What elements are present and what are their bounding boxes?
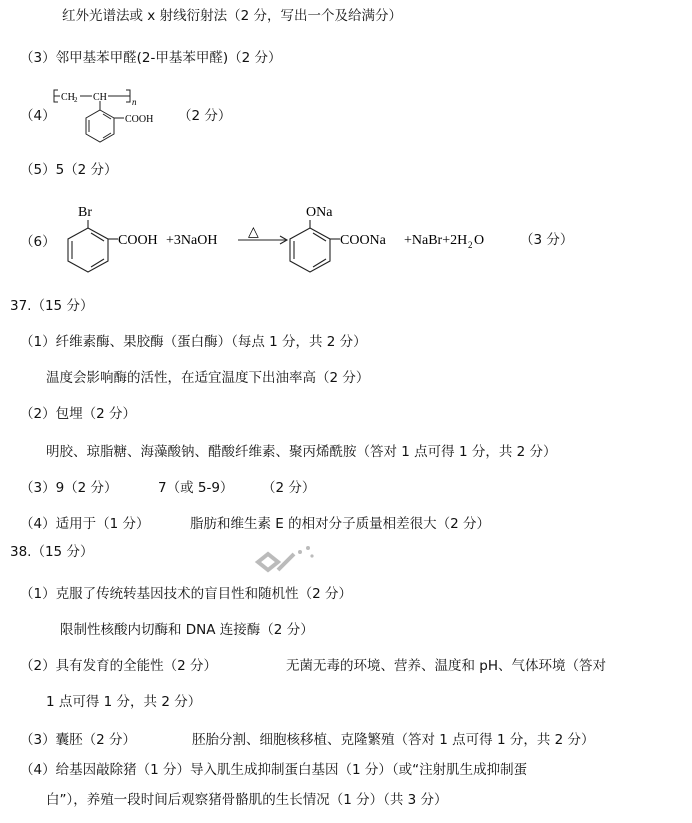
polymer-ch-label: CH xyxy=(93,92,107,103)
byproducts-part2: O xyxy=(474,233,485,248)
line-q38-1-cont: 限制性核酸内切酶和 DNA 连接酶（2 分） xyxy=(60,622,314,638)
line-q37-4a: （4）适用于（1 分） xyxy=(20,516,150,532)
line-q4-score: （2 分） xyxy=(178,108,232,124)
heading-q37: 37.（15 分） xyxy=(10,298,94,314)
line-q37-4b: 脂肪和维生素 E 的相对分子质量相差很大（2 分） xyxy=(190,516,490,532)
reactant-cooh-label: COOH xyxy=(118,233,158,248)
product-ona-label: ONa xyxy=(306,205,333,220)
line-q4-label: （4） xyxy=(20,108,56,124)
line-q37-3b: 7（或 5-9） xyxy=(158,480,234,496)
line-q37-2: （2）包埋（2 分） xyxy=(20,406,136,422)
line-q38-2-cont: 1 点可得 1 分，共 2 分） xyxy=(46,694,202,710)
reactant-br-label: Br xyxy=(78,205,92,220)
line-q38-2b: 无菌无毒的环境、营养、温度和 pH、气体环境（答对 xyxy=(286,658,607,674)
byproducts-part1: +NaBr+2H xyxy=(404,233,468,248)
line-q37-3c: （2 分） xyxy=(262,480,316,496)
polymer-cooh-label: COOH xyxy=(125,114,154,125)
watermark-logo xyxy=(252,540,322,580)
line-q5-answer: （5）5（2 分） xyxy=(20,162,118,178)
line-q38-1: （1）克服了传统转基因技术的盲目性和随机性（2 分） xyxy=(20,586,352,602)
line-q6-label: （6） xyxy=(20,234,56,250)
line-q37-3a: （3）9（2 分） xyxy=(20,480,118,496)
line-q37-2-cont: 明胶、琼脂糖、海藻酸钠、醋酸纤维素、聚丙烯酰胺（答对 1 点可得 1 分，共 2 分） xyxy=(46,444,557,460)
line-q38-4-cont: 白”），养殖一段时间后观察猪骨骼肌的生长情况（1 分）（共 3 分） xyxy=(46,792,448,808)
polymer-ch2-label: CH xyxy=(61,92,75,103)
polymer-n-subscript: n xyxy=(132,97,137,107)
line-ir-xray: 红外光谱法或 x 射线衍射法（2 分，写出一个及给满分） xyxy=(62,8,402,24)
line-q38-3a: （3）囊胚（2 分） xyxy=(20,732,136,748)
polymer-structure xyxy=(52,86,172,148)
arrow-condition-heat: △ xyxy=(248,225,259,240)
reaction-equation xyxy=(56,198,568,282)
line-q37-1-cont: 温度会影响酶的活性，在适宜温度下出油率高（2 分） xyxy=(46,370,370,386)
line-q6-score: （3 分） xyxy=(520,232,574,248)
heading-q38: 38.（15 分） xyxy=(10,544,94,560)
product-coona-label: COONa xyxy=(340,233,386,248)
polymer-ch2-subscript: 2 xyxy=(74,96,78,104)
reagent-naoh: +3NaOH xyxy=(166,233,218,248)
byproducts-subscript: 2 xyxy=(468,240,473,250)
line-q38-3b: 胚胎分割、细胞核移植、克隆繁殖（答对 1 点可得 1 分，共 2 分） xyxy=(192,732,595,748)
line-q38-2a: （2）具有发育的全能性（2 分） xyxy=(20,658,217,674)
line-q37-1: （1）纤维素酶、果胶酶（蛋白酶）（每点 1 分，共 2 分） xyxy=(20,334,367,350)
line-q38-4: （4）给基因敲除猪（1 分）导入肌生成抑制蛋白基因（1 分）（或“注射肌生成抑制蛋 xyxy=(20,762,528,778)
line-q3-answer: （3）邻甲基苯甲醛(2-甲基苯甲醛)（2 分） xyxy=(20,50,282,66)
